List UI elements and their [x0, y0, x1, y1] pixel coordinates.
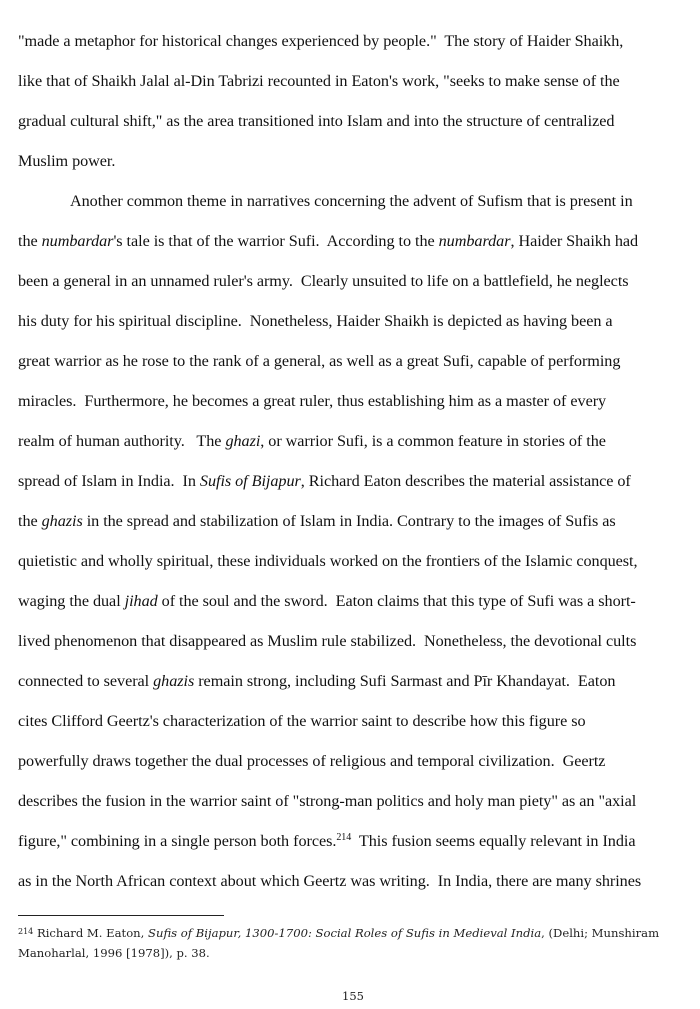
italic-term: Sufis of Bijapur	[199, 472, 301, 490]
text-run: remain strong, including Sufi Sarmast and Pīr Khandayat. Eaton	[194, 672, 616, 690]
footnote-author: Richard M. Eaton,	[33, 926, 149, 940]
footnote-214	[18, 924, 678, 962]
text-run: the	[18, 232, 42, 250]
text-run: cites Clifford Geertz's characterization of the warrior saint to describe how this figure so	[18, 712, 586, 730]
footnote-title: Sufis of Bijapur, 1300-1700: Social Roles of Sufis in Medieval India	[148, 926, 542, 940]
italic-term: ghazi	[225, 432, 261, 450]
text-run: quietistic and wholly spiritual, these individuals worked on the frontiers of the Islamic conquest,	[18, 552, 638, 570]
footnote-marker: 214	[18, 927, 34, 936]
text-run: great warrior as he rose to the rank of a general, as well as a great Sufi, capable of performing	[18, 352, 621, 370]
footnote-separator	[18, 915, 224, 916]
text-run: in the spread and stabilization of Islam in India. Contrary to the images of Sufis as	[82, 512, 616, 530]
text-run: Muslim power.	[18, 152, 116, 170]
text-line	[18, 221, 688, 261]
text-run: his duty for his spiritual discipline. Nonetheless, Haider Shaikh is depicted as having been a	[18, 312, 613, 330]
footnote-line-1	[18, 924, 678, 944]
text-line	[18, 541, 688, 581]
footnote-reference: 214	[336, 832, 352, 843]
text-line	[18, 581, 688, 621]
text-line	[18, 501, 688, 541]
text-run: , Haider Shaikh had	[510, 232, 639, 250]
text-line	[18, 621, 688, 661]
text-line	[18, 341, 688, 381]
text-run: Another common theme in narratives concerning the advent of Sufism that is present in	[70, 192, 633, 210]
text-run: as in the North African context about which Geertz was writing. In India, there are many shrines	[18, 872, 642, 890]
text-line	[18, 181, 688, 221]
text-run: , Richard Eaton describes the material assistance of	[300, 472, 631, 490]
text-run: gradual cultural shift," as the area transitioned into Islam and into the structure of centralized	[18, 112, 615, 130]
text-run: the	[18, 512, 42, 530]
text-run: describes the fusion in the warrior saint of "strong-man politics and holy man piety" as an "axial	[18, 792, 637, 810]
text-run: lived phenomenon that disappeared as Muslim rule stabilized. Nonetheless, the devotional cults	[18, 632, 637, 650]
text-line	[18, 781, 688, 821]
text-run: This fusion seems equally relevant in India	[351, 832, 636, 850]
text-line	[18, 61, 688, 101]
text-line	[18, 21, 688, 61]
text-run: powerfully draws together the dual processes of religious and temporal civilization. Geertz	[18, 752, 606, 770]
text-run: waging the dual	[18, 592, 125, 610]
text-line	[18, 261, 688, 301]
text-run: "made a metaphor for historical changes experienced by people." The story of Haider Shaikh,	[18, 32, 624, 50]
text-run: figure," combining in a single person both forces.	[18, 832, 337, 850]
text-line	[18, 101, 688, 141]
text-run: like that of Shaikh Jalal al-Din Tabrizi recounted in Eaton's work, "seeks to make sense of the	[18, 72, 620, 90]
text-line	[18, 381, 688, 421]
text-line	[18, 861, 688, 901]
text-line	[18, 421, 688, 461]
text-line	[18, 701, 688, 741]
text-line	[18, 461, 688, 501]
text-line	[18, 821, 688, 861]
text-run: 's tale is that of the warrior Sufi. According to the	[113, 232, 439, 250]
text-run: , or warrior Sufi, is a common feature in stories of the	[260, 432, 606, 450]
text-line	[18, 141, 688, 181]
text-run: connected to several	[18, 672, 154, 690]
text-line	[18, 661, 688, 701]
italic-term: ghazis	[41, 512, 83, 530]
text-run: been a general in an unnamed ruler's army. Clearly unsuited to life on a battlefield, he neglects	[18, 272, 629, 290]
body-text	[18, 21, 688, 901]
footnote-line-2: Manoharlal, 1996 [1978]), p. 38.	[18, 946, 210, 960]
italic-term: jihad	[124, 592, 158, 610]
text-run: of the soul and the sword. Eaton claims that this type of Sufi was a short-	[157, 592, 636, 610]
footnote-publisher: , (Delhi; Munshiram	[541, 926, 660, 940]
text-run: spread of Islam in India. In	[18, 472, 200, 490]
italic-term: numbardar	[41, 232, 114, 250]
text-run: miracles. Furthermore, he becomes a great ruler, thus establishing him as a master of every	[18, 392, 607, 410]
italic-term: numbardar	[438, 232, 511, 250]
text-line	[18, 301, 688, 341]
page-number: 155	[342, 989, 364, 1003]
text-line	[18, 741, 688, 781]
italic-term: ghazis	[153, 672, 195, 690]
text-run: realm of human authority. The	[18, 432, 226, 450]
